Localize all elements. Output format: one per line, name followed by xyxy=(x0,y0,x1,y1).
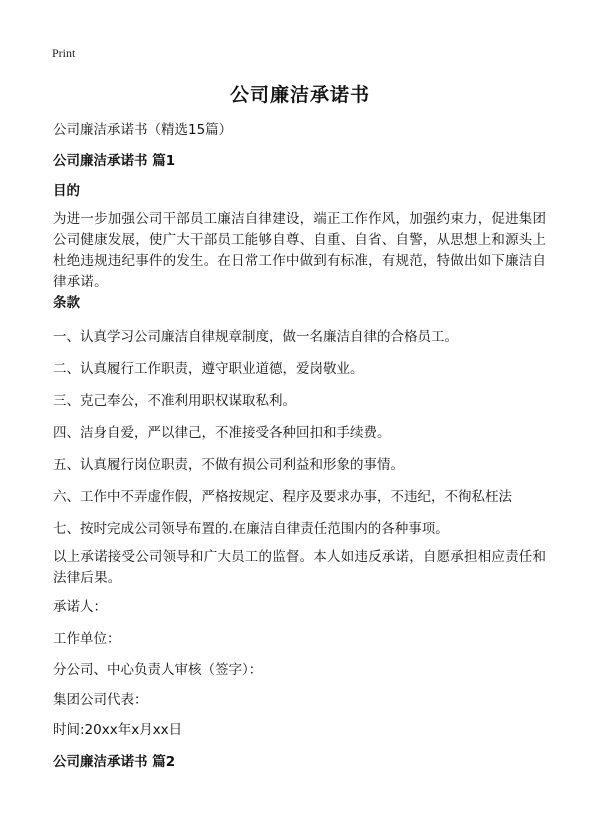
print-link[interactable]: Print xyxy=(52,46,76,60)
clause-item-7: 七、按时完成公司领导布置的.在廉洁自律责任范围内的各种事项。 xyxy=(53,521,449,537)
clause-item-2: 二、认真履行工作职责，遵守职业道德，爱岗敬业。 xyxy=(53,361,364,377)
closing-paragraph: 以上承诺接受公司领导和广大员工的监督。本人如违反承诺，自愿承担相应责任和法律后果。 xyxy=(53,549,547,586)
document-subtitle: 公司廉洁承诺书（精选15篇） xyxy=(53,122,233,138)
section-heading-2: 公司廉洁承诺书 篇2 xyxy=(53,754,176,770)
clauses-heading: 条款 xyxy=(53,295,80,311)
purpose-heading: 目的 xyxy=(53,183,80,199)
page-title: 公司廉洁承诺书 xyxy=(229,84,370,106)
clause-item-5: 五、认真履行岗位职责，不做有损公司利益和形象的事情。 xyxy=(53,457,404,473)
section-heading-1: 公司廉洁承诺书 篇1 xyxy=(53,153,176,169)
purpose-paragraph: 为进一步加强公司干部员工廉洁自律建设，端正工作作风，加强约束力，促进集团公司健康发展，使广大干部员工能够自尊、自重、自省、自警，从思想上和源头上杜绝违规违纪事件的发生。在日常工作中做到有标准，有规范，特做出如下廉洁自律承诺。 xyxy=(53,211,547,290)
clause-item-4: 四、洁身自爱，严以律己，不准接受各种回扣和手续费。 xyxy=(53,425,391,441)
clause-item-3: 三、克己奉公，不准利用职权谋取私利。 xyxy=(53,393,296,409)
work-unit-line: 工作单位： xyxy=(53,631,121,647)
signer-line: 承诺人： xyxy=(53,599,107,615)
clause-item-1: 一、认真学习公司廉洁自律规章制度，做一名廉洁自律的合格员工。 xyxy=(53,329,458,345)
review-signature-line: 分公司、中心负责人审核（签字）： xyxy=(53,662,263,678)
clause-item-6: 六、工作中不弄虚作假，严格按规定、程序及要求办事，不违纪，不徇私枉法 xyxy=(53,489,512,505)
date-line: 时间:20xx年x月xx日 xyxy=(53,722,183,738)
group-representative-line: 集团公司代表： xyxy=(53,692,148,708)
